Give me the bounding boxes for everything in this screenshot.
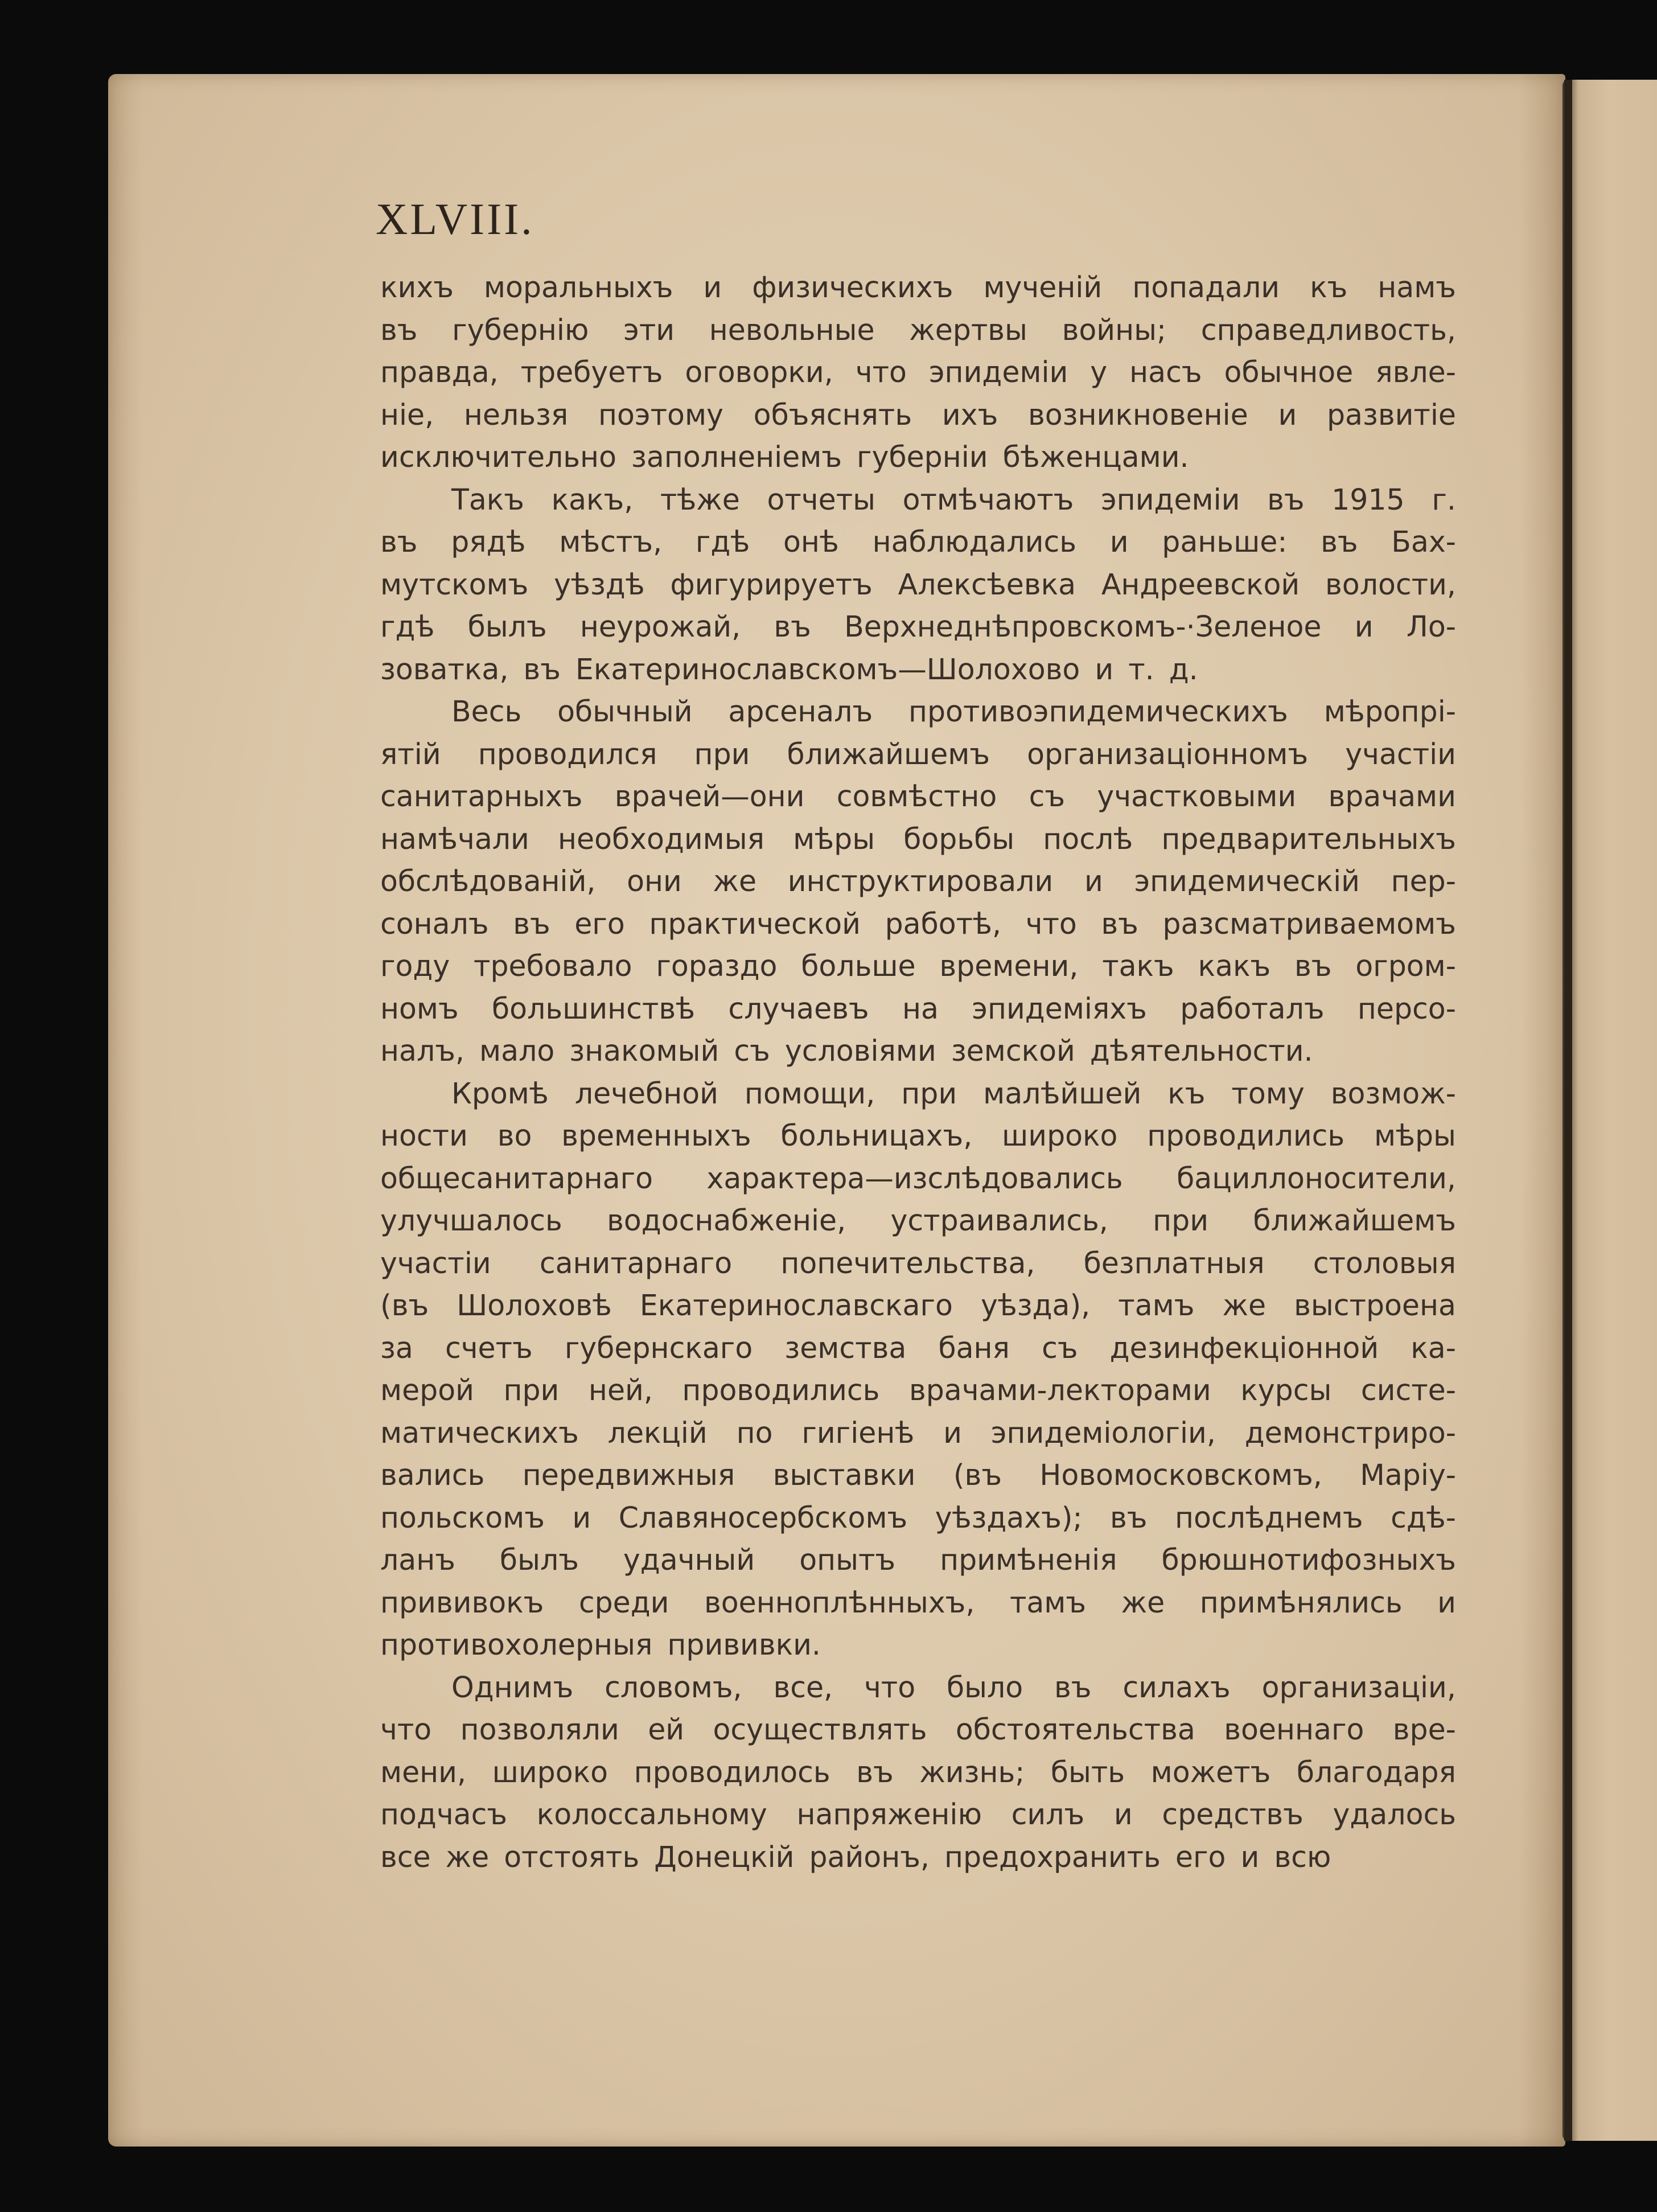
- text-line: общесанитарнаго характера—изслѣдовались бациллоносители,: [380, 1161, 1456, 1195]
- text-line: улучшалось водоснабженіе, устраивались, при ближайшемъ: [380, 1204, 1456, 1237]
- text-line: исключительно заполненіемъ губерніи бѣженцами.: [380, 440, 1189, 474]
- next-page-edge: [1563, 80, 1657, 2141]
- text-line: зоватка, въ Екатеринославскомъ—Шолохово и т. д.: [380, 652, 1198, 686]
- page-gutter: [1564, 80, 1572, 2141]
- text-line: ніе, нельзя поэтому объяснять ихъ возникновеніе и развитіе: [380, 397, 1456, 432]
- text-line: въ рядѣ мѣстъ, гдѣ онѣ наблюдались и раньше: въ Бах-: [380, 525, 1456, 559]
- paragraph: [380, 266, 1456, 479]
- text-line: номъ большинствѣ случаевъ на эпидеміяхъ работалъ персо-: [380, 991, 1456, 1025]
- text-line: Весь обычный арсеналъ противоэпидемическихъ мѣропрі-: [451, 695, 1456, 728]
- text-line: санитарныхъ врачей—они совмѣстно съ участковыми врачами: [380, 779, 1456, 813]
- text-line: (въ Шолоховѣ Екатеринославскаго уѣзда), тамъ же выстроена: [380, 1288, 1456, 1322]
- text-line: въ губернію эти невольные жертвы войны; справедливость,: [380, 313, 1456, 347]
- text-line: кихъ моральныхъ и физическихъ мученій попадали къ намъ: [380, 270, 1456, 304]
- text-line: Однимъ словомъ, все, что было въ силахъ организаціи,: [451, 1670, 1456, 1704]
- text-line: намѣчали необходимыя мѣры борьбы послѣ предварительныхъ: [380, 822, 1456, 856]
- text-line: мени, широко проводилось въ жизнь; быть можетъ благодаря: [380, 1755, 1456, 1789]
- text-line: налъ, мало знакомый съ условіями земской дѣятельности.: [380, 1034, 1313, 1068]
- text-line: что позволяли ей осуществлять обстоятельства военнаго вре-: [380, 1713, 1456, 1746]
- text-line: польскомъ и Славяносербскомъ уѣздахъ); въ послѣднемъ сдѣ-: [380, 1500, 1456, 1534]
- paragraph: [380, 1073, 1456, 1667]
- body-text: [380, 266, 1456, 1878]
- paragraph: [380, 691, 1456, 1073]
- text-line: подчасъ колоссальному напряженію силъ и средствъ удалось: [380, 1797, 1456, 1831]
- text-line: прививокъ среди военноплѣнныхъ, тамъ же примѣнялись и: [380, 1585, 1456, 1619]
- text-line: участіи санитарнаго попечительства, безплатныя столовыя: [380, 1246, 1456, 1280]
- text-line: соналъ въ его практической работѣ, что въ разсматриваемомъ: [380, 906, 1456, 941]
- text-line: обслѣдованій, они же инструктировали и эпидемическій пер-: [380, 864, 1456, 898]
- text-line: мерой при ней, проводились врачами-лекторами курсы систе-: [380, 1373, 1456, 1407]
- text-line: противохолерныя прививки.: [380, 1628, 821, 1661]
- text-line: Кромѣ лечебной помощи, при малѣйшей къ тому возмож-: [451, 1076, 1456, 1110]
- text-line: ланъ былъ удачный опытъ примѣненія брюшнотифозныхъ: [380, 1543, 1456, 1577]
- paragraph: [380, 1667, 1456, 1879]
- text-line: мутскомъ уѣздѣ фигурируетъ Алексѣевка Андреевской волости,: [380, 567, 1456, 601]
- text-line: вались передвижныя выставки (въ Новомосковскомъ, Маріу-: [380, 1458, 1456, 1492]
- text-line: гдѣ былъ неурожай, въ Верхнеднѣпровскомъ-·Зеленое и Ло-: [380, 610, 1456, 643]
- text-line: правда, требуетъ оговорки, что эпидеміи у насъ обычное явле-: [380, 355, 1456, 389]
- text-line: ятій проводился при ближайшемъ организаціонномъ участіи: [380, 737, 1456, 771]
- text-line: за счетъ губернскаго земства баня съ дезинфекціонной ка-: [380, 1331, 1456, 1365]
- text-line: матическихъ лекцій по гигіенѣ и эпидеміологіи, демонстриро-: [380, 1415, 1456, 1450]
- text-line: все же отстоять Донецкій районъ, предохранить его и всю: [380, 1840, 1331, 1874]
- paragraph: [380, 479, 1456, 691]
- text-line: ности во временныхъ больницахъ, широко проводились мѣры: [380, 1119, 1456, 1152]
- text-line: Такъ какъ, тѣже отчеты отмѣчаютъ эпидеміи въ 1915 г.: [451, 482, 1456, 516]
- text-line: году требовало гораздо больше времени, такъ какъ въ огром-: [380, 949, 1456, 983]
- page-number: XLVIII.: [376, 194, 534, 244]
